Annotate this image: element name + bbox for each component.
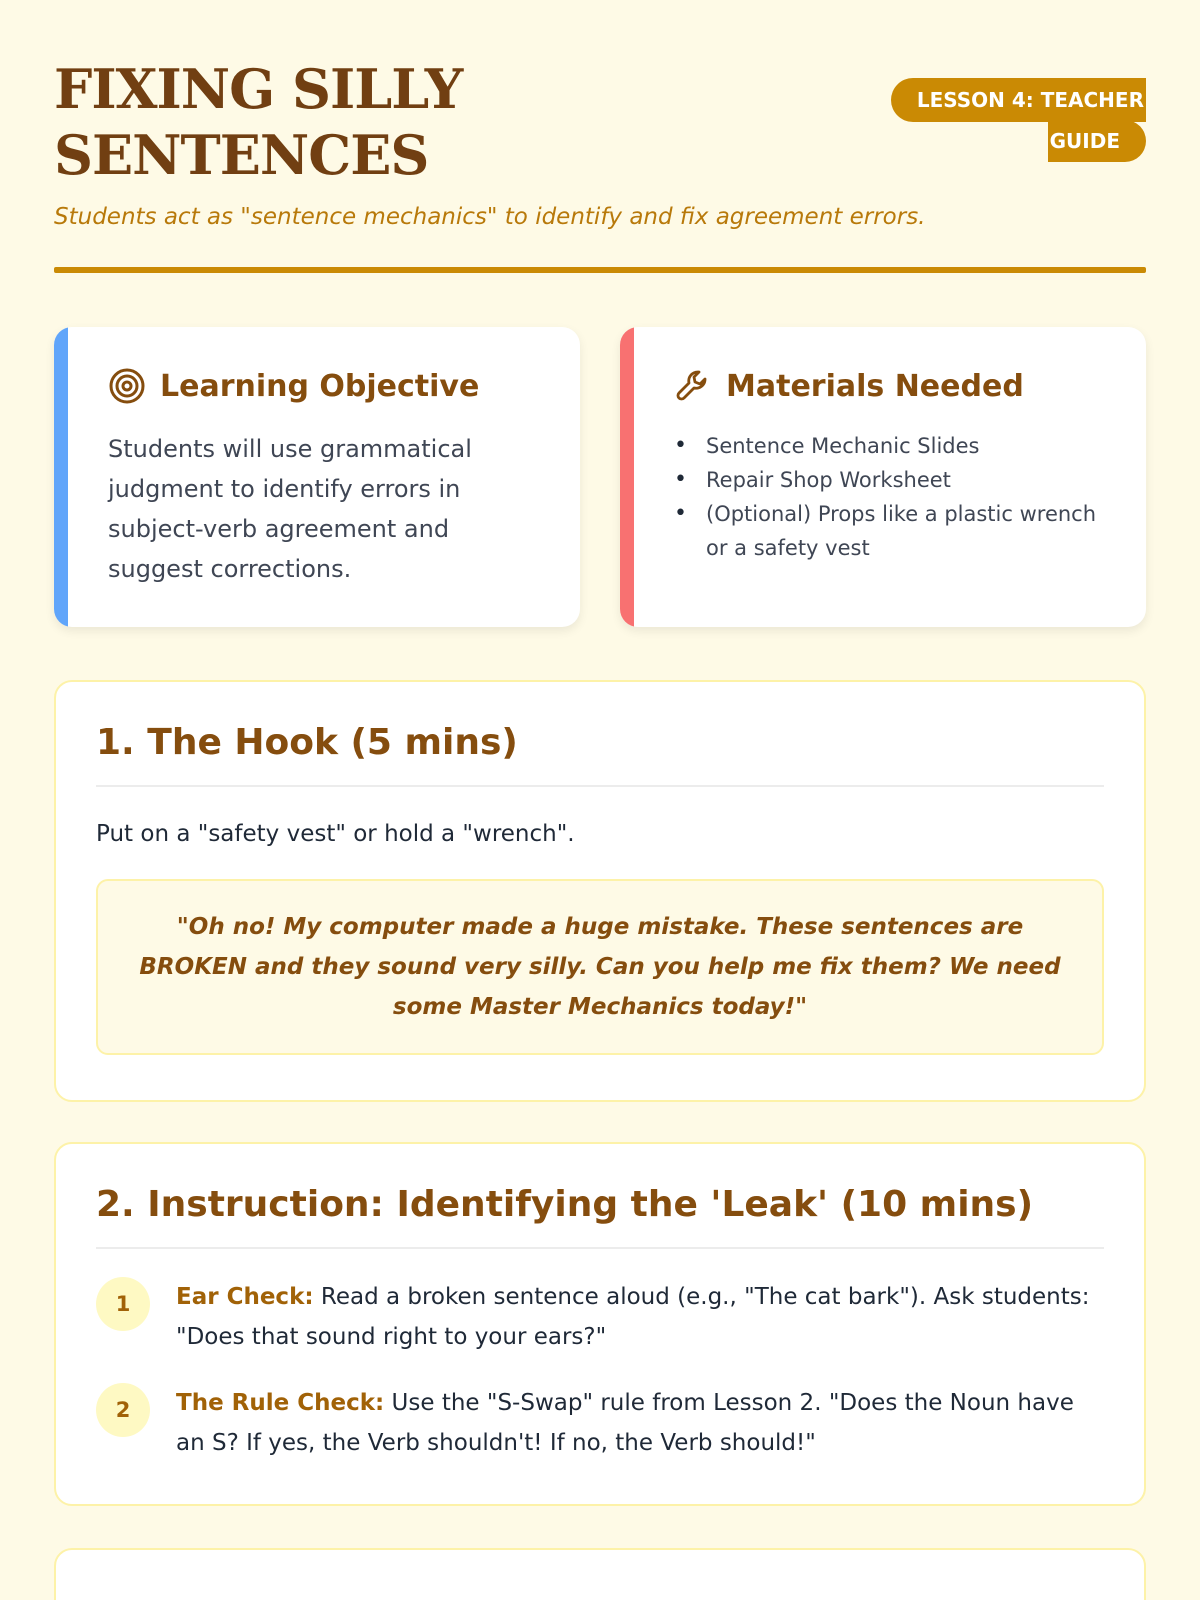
title-line-2: SENTENCES [54,123,429,187]
objective-text: Students will use grammatical judgment to identify errors in subject-verb agreement and suggest corrections. [108,435,472,583]
step-label: Ear Check: [176,1284,314,1310]
target-icon [108,367,146,405]
instruction-steps [96,1277,1104,1463]
overview-cards [54,327,1146,627]
hook-quote: "Oh no! My computer made a huge mistake. These sentences are BROKEN and they sound very silly. Can you help me fix them? We need some Master Mechanics today!" [96,879,1104,1055]
list-item [96,1277,1104,1357]
next-section [54,1548,1146,1600]
header-divider [54,267,1146,273]
page-title [54,56,462,188]
badge-line-2: GUIDE [1048,120,1146,162]
instruction-heading: 2. Instruction: Identifying the 'Leak' (10 mins) [96,1144,1104,1249]
objective-header [108,367,540,405]
step-body: Use the "S-Swap" rule from Lesson 2. "Does the Noun have an S? If yes, the Verb shouldn't! If no, the Verb should!" [176,1390,1074,1456]
hook-text: Put on a "safety vest" or hold a "wrench". [96,821,575,847]
materials-card [620,327,1146,627]
step-text [176,1383,1104,1463]
list-item [96,1383,1104,1463]
step-body: Read a broken sentence aloud (e.g., "The cat bark"). Ask students: "Does that sound right to your ears?" [176,1284,1090,1350]
materials-header [674,367,1106,405]
lesson-badge [886,78,1146,164]
list-item: • Repair Shop Worksheet [674,463,1106,497]
title-line-1: FIXING SILLY [54,57,463,121]
instruction-section [54,1142,1146,1506]
list-item: • (Optional) Props like a plastic wrench or a safety vest [674,497,1106,565]
hook-section [54,680,1146,1102]
page-subtitle: Students act as "sentence mechanics" to identify and fix agreement errors. [54,204,926,230]
step-number: 1 [96,1277,150,1331]
materials-list [674,429,1106,565]
objective-heading: Learning Objective [160,368,480,404]
materials-heading: Materials Needed [726,368,1024,404]
wrench-icon [674,367,712,405]
step-text [176,1277,1104,1357]
badge-line-1: LESSON 4: TEACHER [891,78,1146,122]
learning-objective-card [54,327,580,627]
list-item: • Sentence Mechanic Slides [674,429,1106,463]
step-label: The Rule Check: [176,1390,385,1416]
step-number: 2 [96,1383,150,1437]
header [54,0,1146,252]
hook-heading: 1. The Hook (5 mins) [96,682,1104,787]
